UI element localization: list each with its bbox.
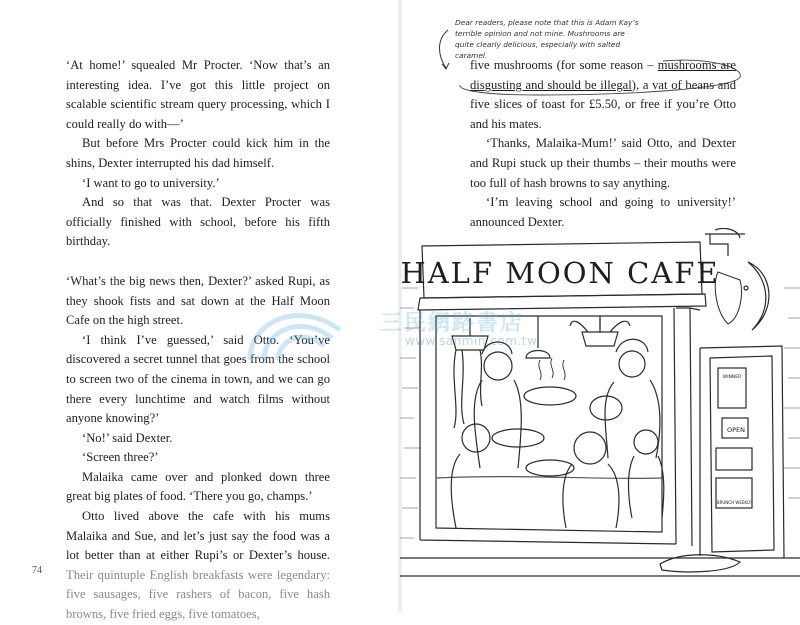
underlined-text: mushrooms are disgusting and should be illegal <box>470 58 737 92</box>
paragraph: And so that was that. Dexter Procter was officially finished with school, before his fifth birthday. <box>66 195 330 249</box>
paragraph: ‘What’s the big news then, Dexter?’ asked Rupi, as they shook fists and sat down at the Half Moon Cafe on the high street. <box>66 273 330 328</box>
door-open-sign: OPEN <box>726 426 746 434</box>
paragraph-text: five mushrooms (for some reason – <box>470 58 658 72</box>
paragraph <box>470 56 736 134</box>
paragraph: ‘I’m leaving school and going to university!’ announced Dexter. <box>470 195 736 229</box>
cafe-sign-text: HALF MOON CAFE <box>400 256 720 290</box>
poster-brunch-text: BRUNCH WEEKLY <box>716 500 752 505</box>
paragraph <box>66 507 330 625</box>
page-number: 74 <box>32 565 42 576</box>
paragraph: ‘I think I’ve guessed,’ said Otto. ‘You’ve discovered a secret tunnel that goes from the school to screen two of the cinema in town, and we can go there every lunchtime and watch films without anyone knowing?’ <box>66 332 330 426</box>
paragraph: ‘At home!’ squealed Mr Procter. ‘Now that’s an interesting idea. I’ve got this little project on scalable scientific stream query processing, which I could really do with—’ <box>66 58 330 131</box>
handwritten-note: Dear readers, please note that this is Adam Kay’s terrible opinion and not mine. Mushrooms are quite clearly delicious, especially with salted caramel. <box>455 18 639 60</box>
cafe-illustration <box>400 228 800 612</box>
poster-winner-text: WINNER <box>722 375 742 380</box>
paragraph: ‘I want to go to university.’ <box>82 175 220 190</box>
faded-text: Their quintuple English breakfasts were legendary: five sausages, five rashers of bacon, five hash browns, five fried eggs, five tomatoes, <box>66 567 330 622</box>
left-text-column <box>66 56 330 625</box>
right-page <box>400 0 800 612</box>
watermark-url-text: www.sanmin.com.tw <box>405 334 538 348</box>
paragraph-text: ), a vat of beans and five slices of toast for £5.50, or free if you’re Otto and his mates. <box>470 77 736 131</box>
paragraph: ‘No!’ said Dexter. <box>82 430 173 445</box>
watermark-main-text: 三民網路書店 <box>380 311 525 336</box>
paragraph: ‘Screen three?’ <box>82 450 159 465</box>
paragraph: But before Mrs Procter could kick him in the shins, Dexter interrupted his dad himself. <box>66 136 330 170</box>
paragraph: ‘Thanks, Malaika-Mum!’ said Otto, and Dexter and Rupi stuck up their thumbs – their mouths were too full of hash browns to say anything. <box>470 136 736 190</box>
paragraph: Malaika came over and plonked down three great big plates of food. ‘There you go, champs.’ <box>66 469 330 504</box>
right-text-column <box>470 56 736 232</box>
paragraph-text: Otto lived above the cafe with his mums Malaika and Sue, and let’s just say the food was a lot better than at either Rupi’s or Dexter’s house. <box>66 509 330 563</box>
left-page <box>0 0 400 622</box>
